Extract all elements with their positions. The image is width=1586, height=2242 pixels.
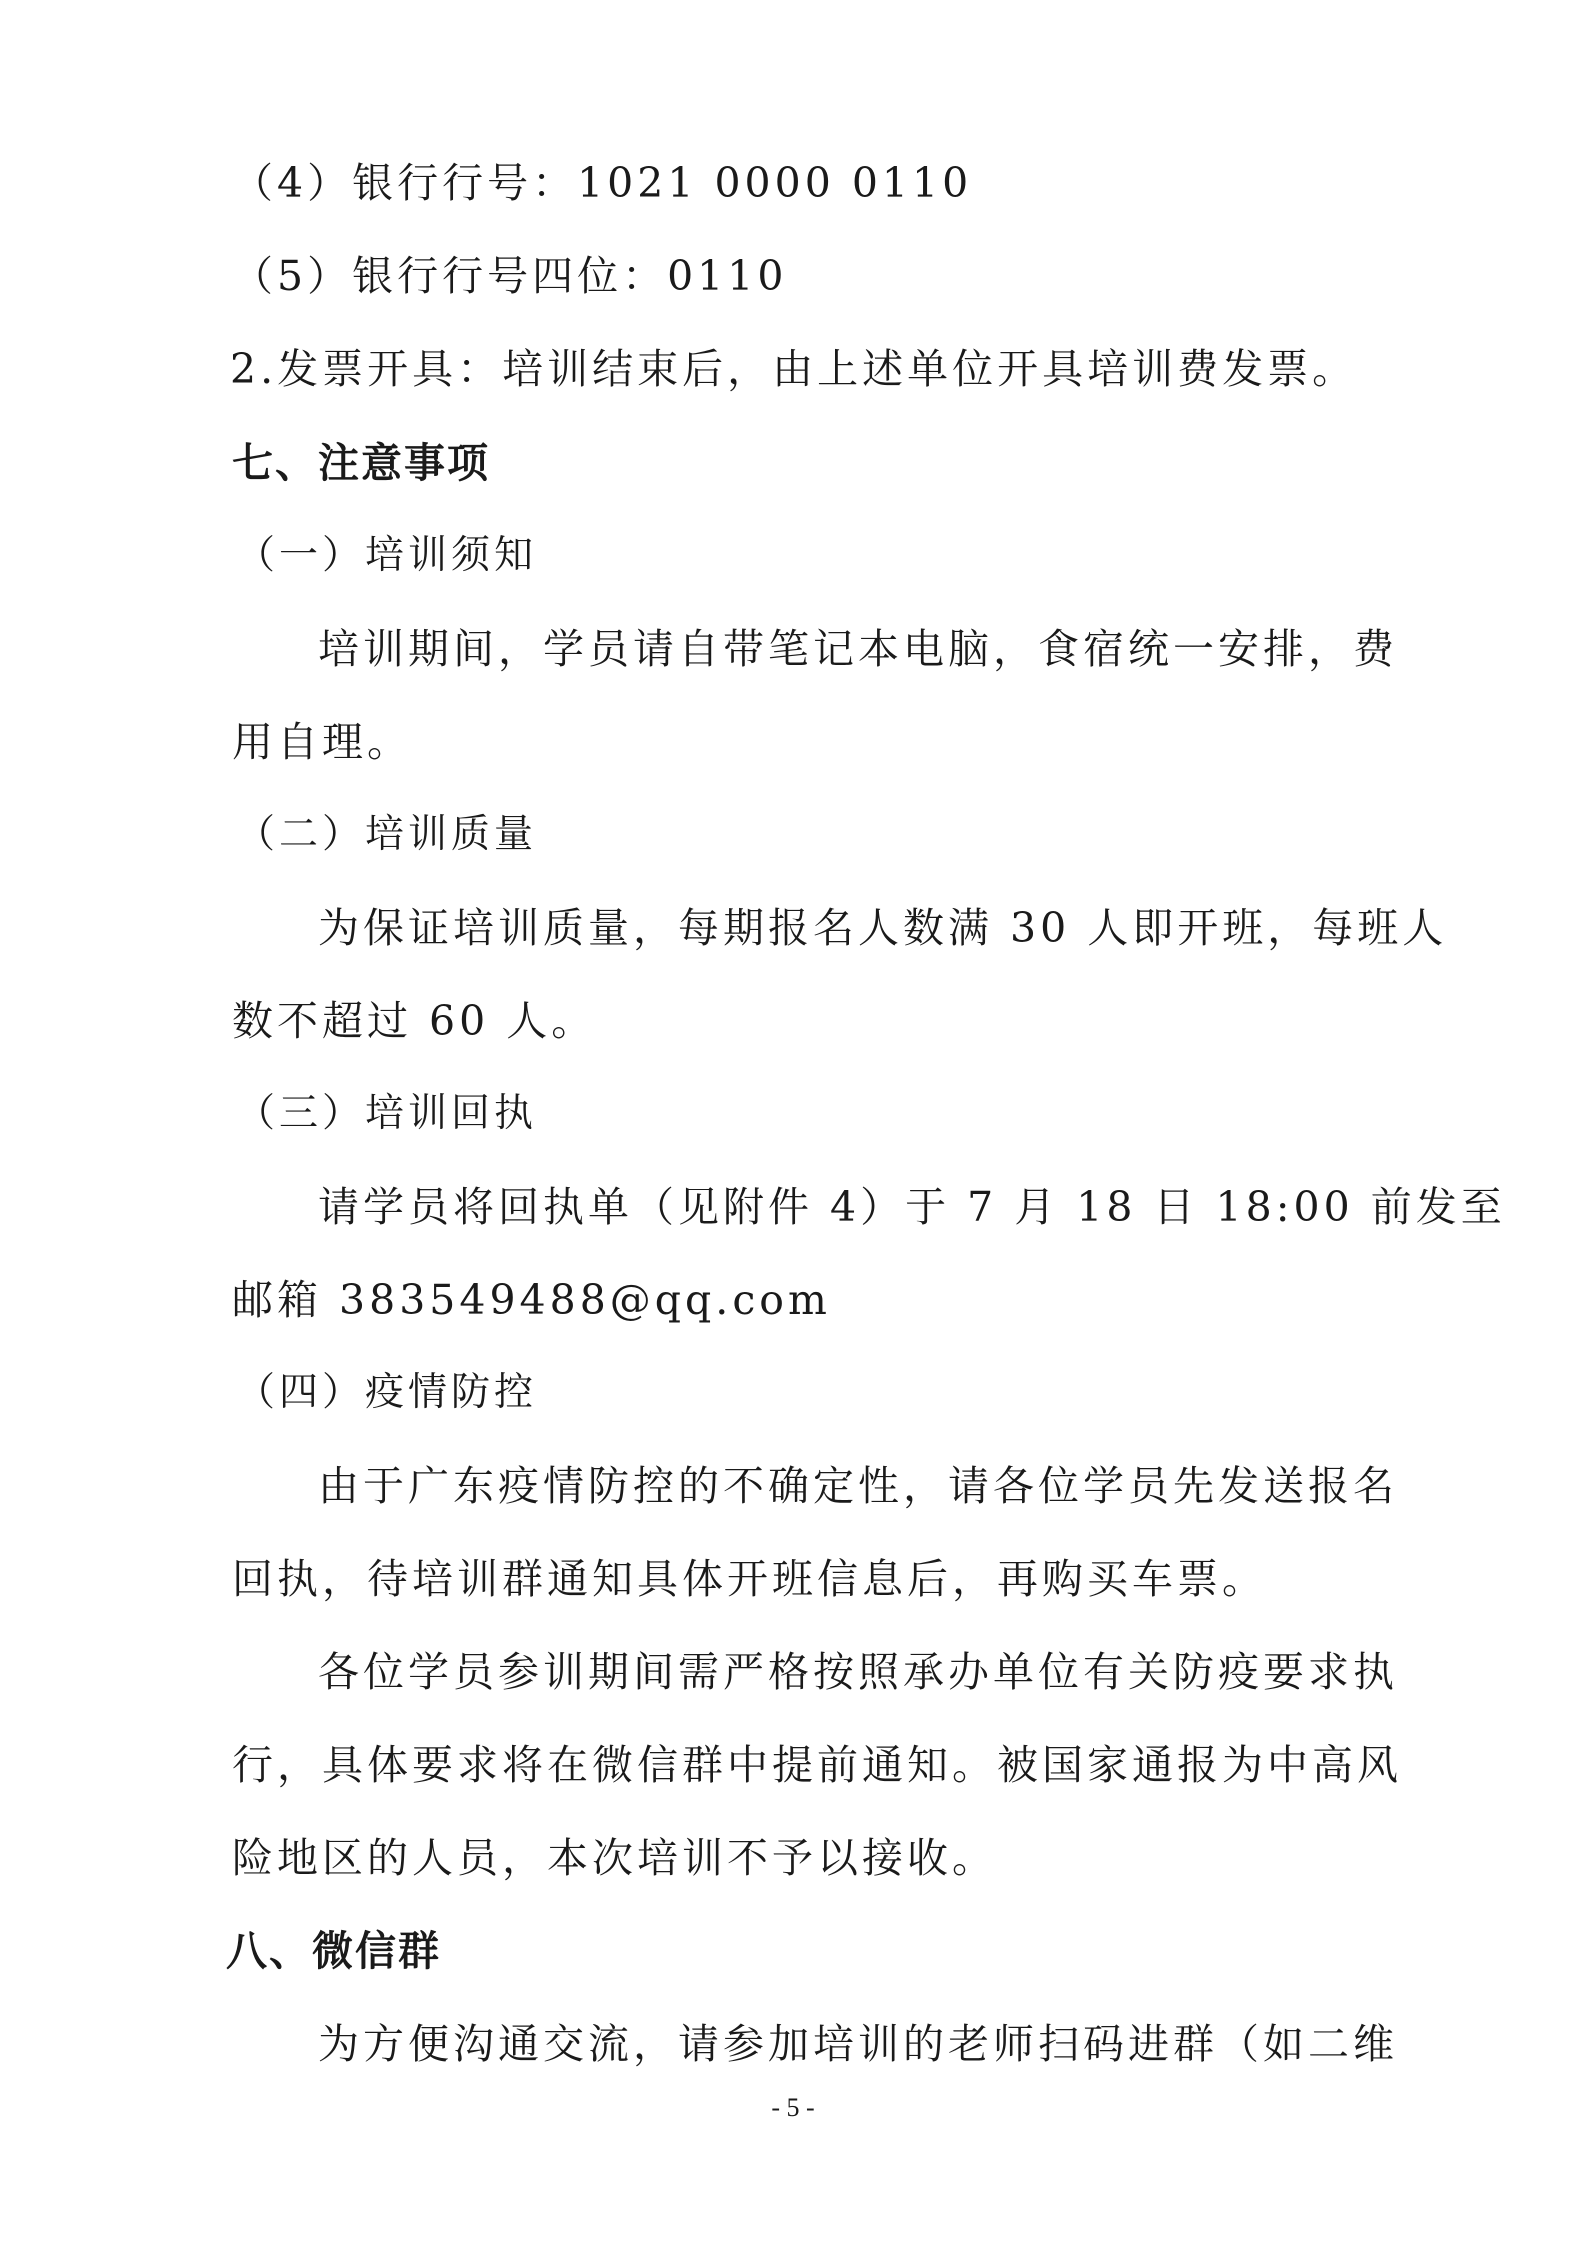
- subsection-training-quality-heading: （二）培训质量: [236, 812, 538, 857]
- epidemic-control-paragraph-2-line-1: 各位学员参训期间需严格按照承办单位有关防疫要求执: [318, 1648, 1398, 1696]
- training-quality-paragraph-line-1: 为保证培训质量，每期报名人数满 30 人即开班，每班人: [318, 904, 1448, 952]
- epidemic-control-paragraph-2-line-3: 险地区的人员，本次培训不予以接收。: [232, 1834, 997, 1882]
- training-notice-paragraph-line-2: 用自理。: [232, 718, 412, 766]
- training-receipt-paragraph-line-1: 请学员将回执单（见附件 4）于 7 月 18 日 18:00 前发至: [318, 1183, 1506, 1231]
- subsection-training-receipt-heading: （三）培训回执: [236, 1091, 538, 1136]
- training-notice-paragraph-line-1: 培训期间，学员请自带笔记本电脑，食宿统一安排，费: [318, 625, 1398, 673]
- epidemic-control-paragraph-2-line-2: 行，具体要求将在微信群中提前通知。被国家通报为中高风: [232, 1741, 1402, 1789]
- epidemic-control-paragraph-1-line-1: 由于广东疫情防控的不确定性，请各位学员先发送报名: [318, 1462, 1398, 1510]
- subsection-epidemic-control-heading: （四）疫情防控: [236, 1370, 538, 1415]
- section-8-heading: 八、微信群: [226, 1927, 441, 1975]
- section-7-heading: 七、注意事项: [232, 439, 490, 487]
- wechat-group-paragraph-line-1: 为方便沟通交流，请参加培训的老师扫码进群（如二维: [318, 2020, 1398, 2068]
- epidemic-control-paragraph-1-line-2: 回执，待培训群通知具体开班信息后，再购买车票。: [232, 1555, 1267, 1603]
- invoice-issuance-line: 2.发票开具：培训结束后，由上述单位开具培训费发票。: [230, 345, 1358, 393]
- bank-code-four-digit-line: （5）银行行号四位：0110: [232, 252, 788, 300]
- training-receipt-email-line: 邮箱 383549488@qq.com: [232, 1276, 831, 1324]
- bank-code-line: （4）银行行号：1021 0000 0110: [232, 159, 973, 207]
- subsection-training-notice-heading: （一）培训须知: [236, 533, 538, 578]
- training-quality-paragraph-line-2: 数不超过 60 人。: [232, 997, 597, 1045]
- page-number: - 5 -: [771, 2093, 815, 2122]
